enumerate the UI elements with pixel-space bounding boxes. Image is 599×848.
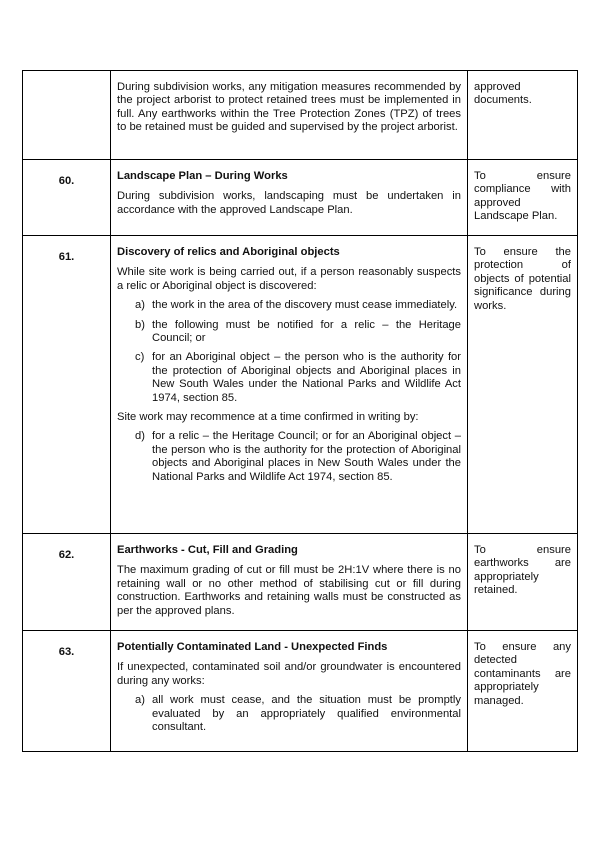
condition-paragraph: During subdivision works, any mitigation measures recommended by the project arborist to protect retained trees must be implemented in full. Any earthworks within the Tree Protection Zones (TPZ) of trees to be retained must be guided and supervised by the project arborist. bbox=[117, 81, 461, 134]
condition-paragraph: During subdivision works, landscaping must be undertaken in accordance with the approved Landscape Plan. bbox=[117, 190, 461, 216]
condition-number: 60. bbox=[23, 160, 111, 236]
list-item bbox=[135, 299, 461, 312]
reason-text: To ensure compliance with approved Landscape Plan. bbox=[474, 170, 571, 223]
condition-number: 61. bbox=[23, 236, 111, 534]
reason-text: To ensure any detected contaminants are appropriately managed. bbox=[474, 641, 571, 707]
condition-number bbox=[23, 71, 111, 160]
condition-body bbox=[111, 71, 468, 160]
list-item-text: for an Aboriginal object – the person who is the authority for the protection of Aboriginal objects and Aboriginal places in New South Wales under the National Parks and Wildlife Act 1974, section 85. bbox=[152, 351, 461, 404]
condition-body bbox=[111, 236, 468, 534]
condition-intro: While site work is being carried out, if a person reasonably suspects a relic or Aboriginal object is discovered: bbox=[117, 266, 461, 292]
list-item bbox=[135, 430, 461, 484]
condition-reason bbox=[468, 534, 578, 631]
condition-number: 62. bbox=[23, 534, 111, 631]
list-item bbox=[135, 319, 461, 346]
condition-middle-text: Site work may recommence at a time confirmed in writing by: bbox=[117, 411, 419, 424]
condition-body bbox=[111, 534, 468, 631]
list-item-label: c) bbox=[135, 351, 145, 364]
list-item-text: the work in the area of the discovery must cease immediately. bbox=[152, 299, 458, 312]
condition-heading: Landscape Plan – During Works bbox=[117, 170, 288, 182]
list-item-label: d) bbox=[135, 430, 145, 443]
list-item-text: for a relic – the Heritage Council; or for an Aboriginal object – the person who is the authority for the protection of Aboriginal objects and Aboriginal places in New South Wales under the National Parks and Wildlife Act 1974, section 85. bbox=[152, 430, 461, 483]
condition-row-61 bbox=[23, 236, 578, 534]
list-item bbox=[135, 351, 461, 405]
list-item-label: a) bbox=[135, 694, 145, 707]
reason-text: To ensure the protection of objects of potential significance during works. bbox=[474, 246, 571, 312]
condition-body bbox=[111, 160, 468, 236]
condition-paragraph: The maximum grading of cut or fill must be 2H:1V where there is no retaining wall or no other method of stabilising cut or fill during construction. Earthworks and retaining walls must be constructed as per the approved plans. bbox=[117, 564, 461, 617]
condition-reason bbox=[468, 71, 578, 160]
reason-text: To ensure earthworks are appropriately retained. bbox=[474, 544, 571, 597]
condition-reason bbox=[468, 236, 578, 534]
condition-heading: Earthworks - Cut, Fill and Grading bbox=[117, 544, 298, 556]
condition-heading: Potentially Contaminated Land - Unexpected Finds bbox=[117, 641, 388, 653]
list-item bbox=[135, 694, 461, 734]
list-item-text: the following must be notified for a relic – the Heritage Council; or bbox=[152, 318, 461, 345]
condition-number: 63. bbox=[23, 631, 111, 752]
condition-body bbox=[111, 631, 468, 752]
condition-intro: If unexpected, contaminated soil and/or groundwater is encountered during any works: bbox=[117, 661, 461, 687]
reason-text: approved documents. bbox=[474, 81, 532, 107]
condition-row-62 bbox=[23, 534, 578, 631]
condition-reason bbox=[468, 631, 578, 752]
condition-row-63 bbox=[23, 631, 578, 752]
condition-row-60 bbox=[23, 160, 578, 236]
list-item-text: all work must cease, and the situation must be promptly evaluated by an appropriately qualified environmental consultant. bbox=[152, 694, 461, 734]
conditions-table bbox=[22, 70, 578, 752]
list-item-label: b) bbox=[135, 318, 145, 331]
list-item-label: a) bbox=[135, 299, 145, 312]
condition-reason bbox=[468, 160, 578, 236]
condition-heading: Discovery of relics and Aboriginal objects bbox=[117, 246, 340, 258]
condition-row-continuation bbox=[23, 71, 578, 160]
